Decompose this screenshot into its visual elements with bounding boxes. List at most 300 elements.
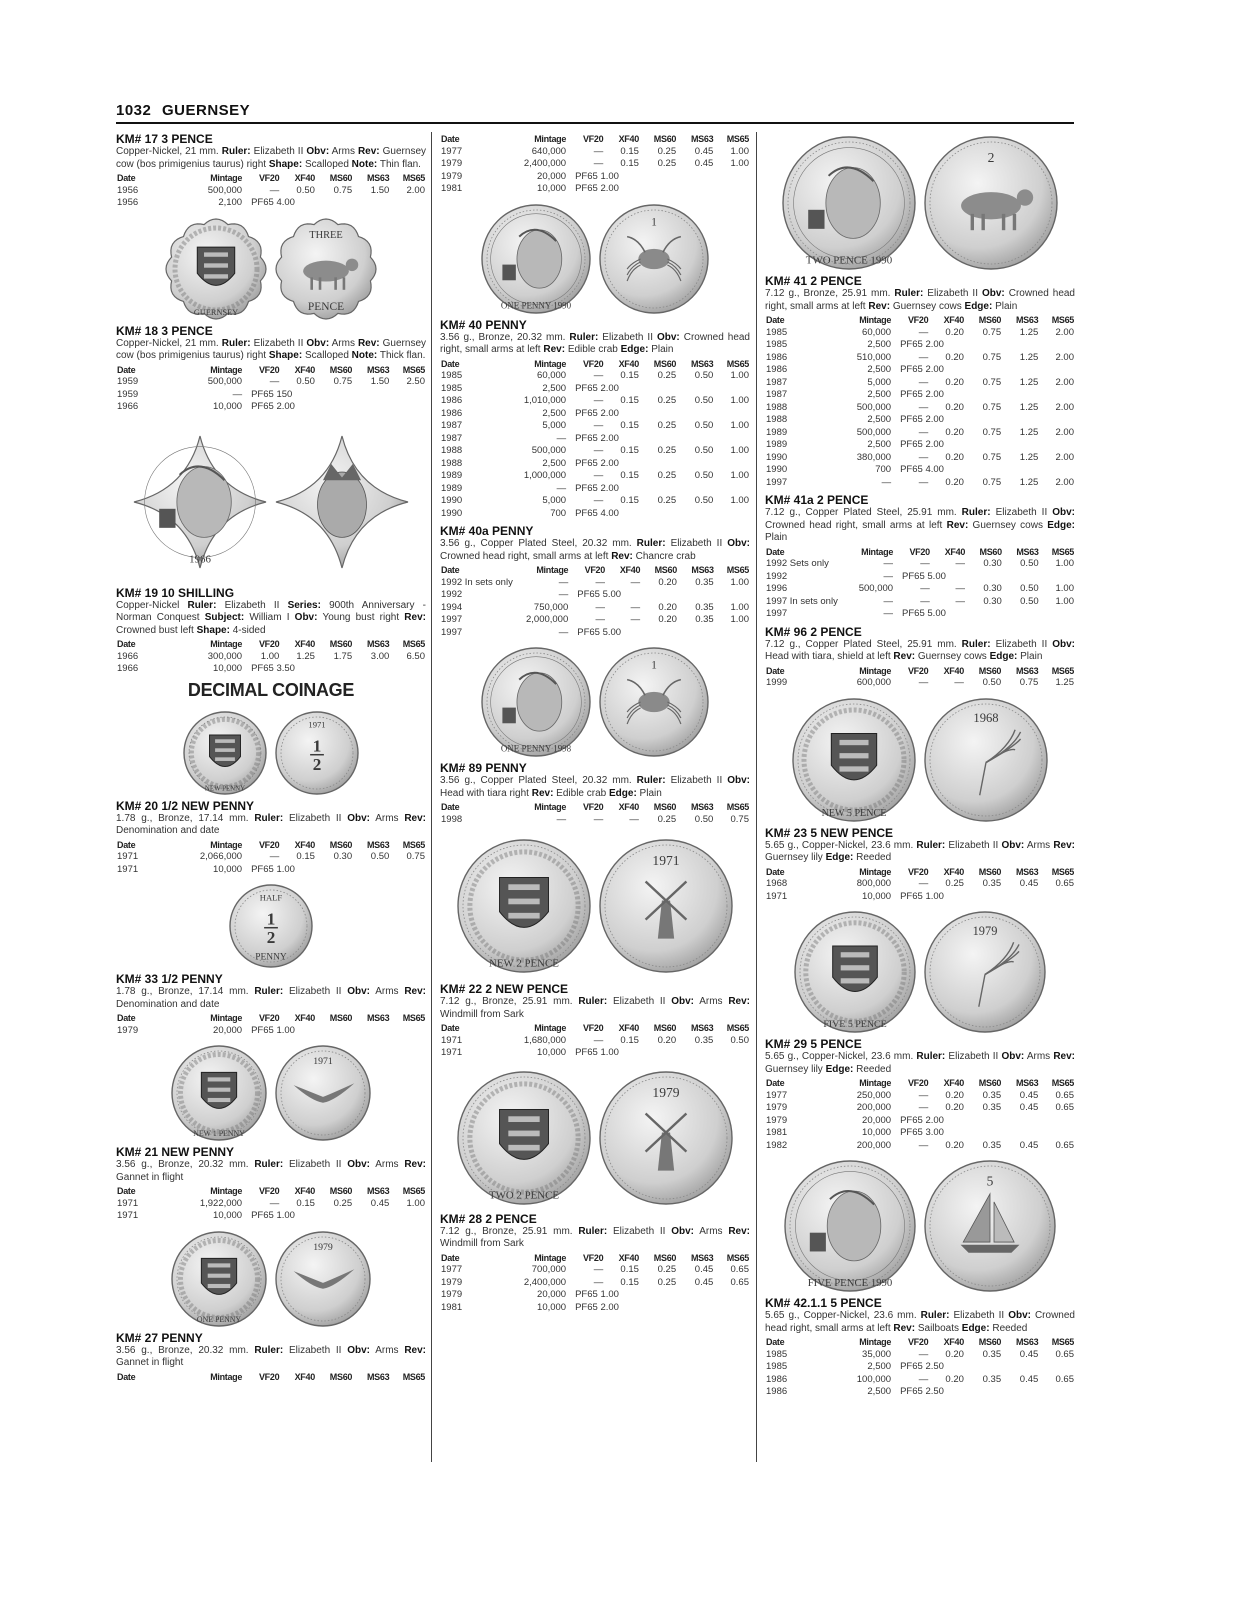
coin-images bbox=[440, 830, 750, 982]
table-row: 1959 500,000 — 0.50 0.75 1.50 2.50 bbox=[117, 376, 425, 387]
mintage-table bbox=[116, 1012, 426, 1037]
table-header: VF20 bbox=[582, 358, 604, 369]
table-row: 1989 500,000 — 0.20 0.75 1.25 2.00 bbox=[766, 426, 1074, 438]
column-3 bbox=[765, 132, 1075, 1403]
table-row: 1979 20,000 PF65 1.00 bbox=[441, 1289, 619, 1300]
column-2 bbox=[440, 132, 750, 1318]
table-header: MS63 bbox=[690, 358, 714, 369]
entry-title: KM# 23 5 NEW PENCE bbox=[765, 825, 894, 840]
entry-description: 3.56 g., Bronze, 20.32 mm. Ruler: Elizabeth II Obv: Arms Rev: Gannet in flight bbox=[116, 1159, 426, 1183]
table-row: 1971 10,000 PF65 1.00 bbox=[766, 890, 944, 902]
table-header: MS65 bbox=[726, 1252, 749, 1263]
entry-description: 7.12 g., Bronze, 25.91 mm. Ruler: Elizabeth II Obv: Arms Rev: Windmill from Sark bbox=[440, 1225, 750, 1249]
svg-text:FIVE PENCE 1990: FIVE PENCE 1990 bbox=[807, 1276, 893, 1289]
table-row: 1999 600,000 — — 0.50 0.75 1.25 bbox=[766, 677, 1074, 688]
table-header: MS65 bbox=[402, 839, 425, 850]
entry-title: KM# 18 3 PENCE bbox=[116, 323, 213, 338]
column-divider bbox=[756, 132, 757, 1462]
svg-text:5: 5 bbox=[986, 1173, 994, 1189]
coin-entry bbox=[116, 1145, 426, 1223]
mintage-table bbox=[116, 1185, 426, 1223]
coin-images bbox=[440, 200, 750, 318]
svg-text:1979: 1979 bbox=[652, 1084, 680, 1100]
table-header: Mintage bbox=[859, 665, 892, 676]
table-header: MS60 bbox=[653, 134, 677, 144]
coin-queen-square-icon bbox=[132, 434, 268, 570]
table-row: 1996 500,000 — — 0.30 0.50 1.00 bbox=[766, 583, 1074, 594]
table-header: MS65 bbox=[1051, 1337, 1074, 1347]
coin-entry bbox=[765, 274, 1075, 489]
table-header: MS60 bbox=[329, 173, 353, 183]
column-divider bbox=[431, 132, 432, 1462]
table-row: 1966 10,000 PF65 3.50 bbox=[117, 663, 295, 674]
table-header: XF40 bbox=[943, 665, 964, 676]
entry-description: Copper-Nickel, 21 mm. Ruler: Elizabeth II Obv: Arms Rev: Guernsey cow (bos primigenius taurus) right Shape: Scalloped Note: Thin flan. bbox=[116, 146, 427, 170]
coin-arms-icon bbox=[182, 710, 268, 796]
table-header: VF20 bbox=[258, 1013, 280, 1023]
table-header: XF40 bbox=[943, 1078, 964, 1088]
entry-title: KM# 28 2 PENCE bbox=[440, 1211, 537, 1226]
coin-queen-icon bbox=[783, 1159, 917, 1293]
entry-title: KM# 27 PENNY bbox=[116, 1330, 203, 1345]
table-header: MS60 bbox=[979, 546, 1002, 557]
mintage-table bbox=[765, 665, 1075, 690]
table-row: 1988 500,000 — 0.20 0.75 1.25 2.00 bbox=[766, 401, 1074, 413]
coin-crab-icon bbox=[598, 646, 710, 758]
table-header: MS65 bbox=[726, 358, 749, 369]
svg-text:NEW 2 PENCE: NEW 2 PENCE bbox=[489, 957, 559, 970]
table-header: Mintage bbox=[536, 565, 569, 575]
table-row: 1977 700,000 — 0.15 0.25 0.45 0.65 bbox=[441, 1264, 749, 1275]
table-row: 1985 2,500 PF65 2.00 bbox=[766, 339, 944, 350]
coin-arms-icon bbox=[170, 1044, 268, 1142]
svg-text:ONE PENNY: ONE PENNY bbox=[196, 1314, 242, 1324]
table-row: 1997 — — 0.20 0.75 1.25 2.00 bbox=[766, 476, 1074, 488]
table-header: Mintage bbox=[210, 639, 243, 649]
table-header: Date bbox=[766, 665, 785, 676]
table-row: 1959 — PF65 150 bbox=[117, 388, 293, 400]
coin-images bbox=[116, 880, 426, 972]
entry-title: KM# 40a PENNY bbox=[440, 524, 534, 538]
svg-text:1979: 1979 bbox=[313, 1241, 333, 1253]
table-header: MS65 bbox=[1051, 1078, 1074, 1088]
table-header: Date bbox=[117, 1013, 136, 1023]
table-header: Date bbox=[117, 1186, 136, 1196]
table-header: MS60 bbox=[978, 1337, 1002, 1347]
table-header: VF20 bbox=[907, 1078, 929, 1088]
entry-title: KM# 89 PENNY bbox=[440, 761, 527, 775]
table-row: 1986 100,000 — 0.20 0.35 0.45 0.65 bbox=[766, 1373, 1074, 1385]
table-header: Date bbox=[766, 315, 785, 325]
table-header: Mintage bbox=[859, 1078, 892, 1088]
table-header: MS63 bbox=[1015, 866, 1039, 877]
coin-entry bbox=[116, 799, 426, 877]
table-row: 1979 2,400,000 — 0.15 0.25 0.45 0.65 bbox=[441, 1276, 749, 1288]
svg-text:HALF: HALF bbox=[259, 892, 283, 903]
table-header: Date bbox=[441, 565, 460, 575]
mintage-table bbox=[440, 801, 750, 826]
table-header: MS63 bbox=[690, 802, 714, 812]
table-row: 1986 1,010,000 — 0.15 0.25 0.50 1.00 bbox=[441, 395, 749, 406]
table-header: MS65 bbox=[402, 639, 425, 649]
table-header: Date bbox=[766, 546, 785, 557]
entry-description: 3.56 g., Bronze, 20.32 mm. Ruler: Elizabeth II Obv: Crowned head right, small arms at left Rev: Edible crab Edge: Plain bbox=[440, 331, 750, 355]
table-header: XF40 bbox=[618, 1023, 639, 1033]
table-row: 1971 10,000 PF65 1.00 bbox=[117, 1210, 295, 1221]
table-header: MS65 bbox=[402, 173, 425, 183]
coin-images bbox=[116, 418, 426, 586]
table-header: Mintage bbox=[210, 173, 243, 183]
table-header: MS60 bbox=[978, 1078, 1002, 1088]
table-header: MS63 bbox=[1015, 665, 1039, 676]
coin-windmill-icon bbox=[598, 838, 734, 974]
table-row: 1971 1,680,000 — 0.15 0.20 0.35 0.50 bbox=[441, 1034, 749, 1046]
table-header: XF40 bbox=[618, 134, 639, 144]
table-header: Date bbox=[117, 1371, 136, 1382]
coin-images bbox=[116, 1041, 426, 1145]
table-row: 1985 60,000 — 0.15 0.25 0.50 1.00 bbox=[441, 370, 749, 381]
coin-gannet-icon bbox=[274, 1230, 372, 1328]
table-header: MS60 bbox=[329, 1186, 353, 1196]
table-header: MS65 bbox=[1051, 665, 1074, 676]
entry-description: 3.56 g., Copper Plated Steel, 20.32 mm. Ruler: Elizabeth II Obv: Crowned head right, small arms at left Rev: Chancre crab bbox=[440, 538, 751, 562]
table-header: Date bbox=[441, 1252, 460, 1263]
table-header: MS63 bbox=[690, 1023, 714, 1033]
table-header: Date bbox=[766, 866, 785, 877]
entry-title: KM# 21 NEW PENNY bbox=[116, 1145, 235, 1159]
coin-images bbox=[765, 907, 1075, 1037]
coin-images bbox=[116, 214, 426, 324]
table-header: Date bbox=[766, 1078, 785, 1088]
page-header bbox=[116, 96, 1074, 124]
svg-text:1979: 1979 bbox=[972, 923, 998, 938]
table-header: MS63 bbox=[366, 639, 390, 649]
table-row: 1997 2,000,000 — — 0.20 0.35 1.00 bbox=[441, 614, 749, 625]
table-row: 1988 2,500 PF65 2.00 bbox=[441, 457, 619, 469]
table-header: MS65 bbox=[1051, 315, 1074, 325]
table-header: Mintage bbox=[859, 866, 892, 877]
table-header: Mintage bbox=[534, 1023, 567, 1033]
table-row: 1966 300,000 1.00 1.25 1.75 3.00 6.50 bbox=[117, 650, 425, 662]
table-header: VF20 bbox=[258, 639, 280, 649]
coin-arms-icon bbox=[793, 910, 917, 1034]
coin-entry bbox=[765, 493, 1075, 621]
table-header: MS63 bbox=[1015, 315, 1039, 325]
coin-entry bbox=[116, 1331, 426, 1384]
coin-gannet-icon bbox=[274, 1044, 372, 1142]
coin-half-penny-icon bbox=[228, 883, 314, 969]
table-row: 1997 In sets only — — — 0.30 0.50 1.00 bbox=[766, 595, 1074, 607]
table-header: XF40 bbox=[294, 1013, 315, 1023]
table-header: Date bbox=[766, 1337, 785, 1347]
svg-text:TWO PENCE 1990: TWO PENCE 1990 bbox=[805, 254, 893, 267]
mintage-table bbox=[765, 1077, 1075, 1152]
entry-description: 7.12 g., Copper Plated Steel, 25.91 mm. Ruler: Elizabeth II Obv: Head with tiara, shield at left Rev: Guernsey cows Edge: Plain bbox=[765, 638, 1076, 662]
mintage-table bbox=[440, 564, 750, 639]
svg-text:1: 1 bbox=[651, 216, 657, 229]
coin-cow-icon bbox=[923, 135, 1059, 271]
table-row: 1987 5,000 — 0.15 0.25 0.50 1.00 bbox=[441, 420, 749, 431]
table-header: MS63 bbox=[366, 173, 390, 183]
svg-text:1: 1 bbox=[312, 735, 322, 755]
entry-description: 5.65 g., Copper-Nickel, 23.6 mm. Ruler: Elizabeth II Obv: Arms Rev: Guernsey lily Edge: Reeded bbox=[765, 1051, 1075, 1075]
svg-text:ONE PENNY 1998: ONE PENNY 1998 bbox=[500, 743, 572, 754]
table-header: Date bbox=[117, 639, 136, 649]
table-header: MS65 bbox=[726, 802, 749, 812]
coin-half-penny-icon bbox=[274, 710, 360, 796]
table-row: 1979 20,000 PF65 1.00 bbox=[117, 1024, 295, 1036]
svg-text:1: 1 bbox=[651, 659, 657, 672]
table-header: Mintage bbox=[534, 358, 567, 369]
svg-text:ONE PENNY 1990: ONE PENNY 1990 bbox=[500, 300, 572, 311]
entry-title: KM# 42.1.1 5 PENCE bbox=[765, 1296, 882, 1310]
svg-text:1966: 1966 bbox=[189, 553, 211, 566]
entry-description: 7.12 g., Copper Plated Steel, 25.91 mm. Ruler: Elizabeth II Obv: Crowned head right, small arms at left Rev: Guernsey cows Edge: Plain bbox=[765, 507, 1076, 543]
table-header: MS60 bbox=[653, 358, 677, 369]
table-header: XF40 bbox=[944, 546, 966, 557]
table-header: Mintage bbox=[534, 134, 567, 144]
mintage-table bbox=[440, 1022, 750, 1060]
coin-entry bbox=[440, 982, 750, 1060]
table-header: XF40 bbox=[294, 173, 315, 183]
svg-text:PENNY: PENNY bbox=[255, 952, 287, 963]
mintage-table bbox=[116, 364, 426, 414]
table-row: 1985 2,500 PF65 2.50 bbox=[766, 1361, 944, 1372]
table-header: MS60 bbox=[329, 1371, 353, 1382]
entry-title: KM# 22 2 NEW PENCE bbox=[440, 982, 569, 996]
coin-arms-icon bbox=[456, 838, 592, 974]
coin-entry bbox=[440, 318, 750, 521]
table-row: 1979 2,400,000 — 0.15 0.25 0.45 1.00 bbox=[441, 158, 749, 169]
table-header: MS65 bbox=[1051, 866, 1074, 877]
table-row: 1990 5,000 — 0.15 0.25 0.50 1.00 bbox=[441, 495, 749, 506]
coin-arms-icon bbox=[456, 1070, 592, 1206]
coin-arms-icon bbox=[791, 697, 917, 823]
table-header: VF20 bbox=[258, 839, 280, 850]
table-row: 1979 200,000 — 0.20 0.35 0.45 0.65 bbox=[766, 1102, 1074, 1113]
mintage-table bbox=[765, 866, 1075, 904]
table-header: MS63 bbox=[366, 1186, 390, 1196]
table-header: VF20 bbox=[582, 802, 604, 812]
table-header: Mintage bbox=[210, 1013, 243, 1023]
table-header: XF40 bbox=[294, 839, 315, 850]
table-header: Date bbox=[441, 134, 460, 144]
table-header: XF40 bbox=[943, 866, 964, 877]
entry-description: 1.78 g., Bronze, 17.14 mm. Ruler: Elizabeth II Obv: Arms Rev: Denomination and date bbox=[116, 986, 426, 1010]
entry-description: 3.56 g., Copper Plated Steel, 20.32 mm. Ruler: Elizabeth II Obv: Head with tiara right Rev: Edible crab Edge: Plain bbox=[440, 775, 751, 799]
svg-text:THREE: THREE bbox=[309, 229, 343, 241]
table-header: MS63 bbox=[366, 1371, 390, 1382]
coin-entry bbox=[116, 132, 426, 210]
entry-description: 7.12 g., Bronze, 25.91 mm. Ruler: Elizabeth II Obv: Crowned head right, small arms at left Rev: Guernsey cows Edge: Plain bbox=[765, 288, 1075, 312]
coin-queen-icon bbox=[480, 646, 592, 758]
table-row: 1992 In sets only — — — 0.20 0.35 1.00 bbox=[441, 576, 749, 588]
table-header: MS63 bbox=[366, 839, 390, 850]
table-header: VF20 bbox=[258, 173, 280, 183]
svg-text:2: 2 bbox=[312, 754, 322, 774]
entry-description: Copper-Nickel Ruler: Elizabeth II Series: 900th Anniversary - Norman Conquest Subject: William I Obv: Young bust right Rev: Crowned bust left Shape: 4-sided bbox=[116, 599, 426, 636]
entry-title: KM# 19 10 SHILLING bbox=[116, 585, 235, 600]
table-row: 1956 2,100 PF65 4.00 bbox=[117, 197, 295, 208]
table-header: MS63 bbox=[691, 565, 714, 575]
coin-entry bbox=[116, 972, 426, 1037]
table-header: MS60 bbox=[329, 639, 353, 649]
table-row: 1986 2,500 PF65 2.50 bbox=[766, 1386, 944, 1397]
country-title: GUERNSEY bbox=[162, 102, 251, 119]
table-header: MS63 bbox=[1015, 1337, 1039, 1347]
table-row: 1987 5,000 — 0.20 0.75 1.25 2.00 bbox=[766, 376, 1074, 388]
mintage-table bbox=[765, 1336, 1075, 1399]
table-row: 1988 500,000 — 0.15 0.25 0.50 1.00 bbox=[441, 445, 749, 456]
svg-text:PENCE: PENCE bbox=[307, 300, 345, 313]
svg-text:2: 2 bbox=[266, 928, 276, 948]
entry-title: KM# 41a 2 PENCE bbox=[765, 493, 869, 507]
table-header: Mintage bbox=[210, 839, 243, 850]
coin-images bbox=[440, 1064, 750, 1212]
coin-arms-icon bbox=[170, 1230, 268, 1328]
svg-text:1: 1 bbox=[266, 909, 276, 929]
entry-title: KM# 33 1/2 PENNY bbox=[116, 972, 223, 986]
table-header: MS63 bbox=[1016, 546, 1039, 557]
table-row: 1992 — PF65 5.00 bbox=[766, 570, 946, 582]
table-header: MS60 bbox=[978, 665, 1002, 676]
entry-title: KM# 17 3 PENCE bbox=[116, 132, 213, 146]
table-header: MS63 bbox=[690, 134, 714, 144]
coin-crab-icon bbox=[598, 203, 710, 315]
table-row: 1988 2,500 PF65 2.00 bbox=[766, 414, 944, 425]
table-row: 1981 10,000 PF65 3.00 bbox=[766, 1127, 944, 1138]
svg-text:NEW 1 PENNY: NEW 1 PENNY bbox=[193, 1129, 245, 1139]
entry-title: KM# 20 1/2 NEW PENNY bbox=[116, 798, 255, 813]
table-header: VF20 bbox=[907, 1337, 929, 1347]
coin-entry bbox=[765, 625, 1075, 690]
table-row: 1987 — PF65 2.00 bbox=[441, 432, 619, 444]
coin-entry bbox=[765, 826, 1075, 904]
table-row: 1971 10,000 PF65 1.00 bbox=[441, 1047, 619, 1058]
table-header: VF20 bbox=[907, 665, 929, 676]
coin-entry bbox=[440, 524, 750, 639]
table-row: 1977 250,000 — 0.20 0.35 0.45 0.65 bbox=[766, 1089, 1074, 1101]
table-row: 1981 10,000 PF65 2.00 bbox=[441, 1301, 619, 1313]
svg-text:2: 2 bbox=[987, 150, 995, 166]
coin-windmill-icon bbox=[598, 1070, 734, 1206]
svg-text:1968: 1968 bbox=[973, 710, 999, 725]
table-header: VF20 bbox=[582, 1252, 604, 1263]
table-header: XF40 bbox=[619, 565, 641, 575]
table-header: VF20 bbox=[907, 866, 929, 877]
coin-entry bbox=[765, 1037, 1075, 1152]
table-row: 1990 700 PF65 4.00 bbox=[766, 464, 944, 475]
table-header: MS65 bbox=[402, 1013, 425, 1023]
coin-lily-icon bbox=[923, 910, 1047, 1034]
table-row: 1992 — PF65 5.00 bbox=[441, 589, 622, 600]
table-row: 1956 500,000 — 0.50 0.75 1.50 2.00 bbox=[117, 184, 425, 196]
table-header: MS60 bbox=[653, 1023, 677, 1033]
coin-images bbox=[116, 707, 426, 799]
table-row: 1998 — — — 0.25 0.50 0.75 bbox=[441, 813, 749, 825]
coin-images bbox=[440, 643, 750, 761]
entry-description: Copper-Nickel, 21 mm. Ruler: Elizabeth II Obv: Arms Rev: Guernsey cow (bos primigenius taurus) right Shape: Scalloped Note: Thick flan. bbox=[116, 337, 427, 361]
mintage-table bbox=[765, 314, 1075, 489]
table-row: 1997 — PF65 5.00 bbox=[766, 608, 946, 619]
table-row: 1971 1,922,000 — 0.15 0.25 0.45 1.00 bbox=[117, 1197, 425, 1209]
mintage-table bbox=[116, 638, 426, 676]
mintage-table bbox=[440, 358, 750, 521]
table-header: MS65 bbox=[1051, 546, 1074, 557]
coin-cow-scalloped-icon bbox=[274, 217, 378, 321]
table-header: XF40 bbox=[618, 358, 639, 369]
table-header: Date bbox=[117, 173, 136, 183]
table-header: VF20 bbox=[582, 1023, 604, 1033]
entry-description: 7.12 g., Bronze, 25.91 mm. Ruler: Elizabeth II Obv: Arms Rev: Windmill from Sark bbox=[440, 996, 750, 1020]
mintage-table bbox=[116, 839, 426, 877]
table-row: 1982 200,000 — 0.20 0.35 0.45 0.65 bbox=[766, 1139, 1074, 1151]
table-header: MS60 bbox=[654, 565, 677, 575]
table-row: 1989 — PF65 2.00 bbox=[441, 482, 619, 494]
entry-description: 5.65 g., Copper-Nickel, 23.6 mm. Ruler: Elizabeth II Obv: Arms Rev: Guernsey lily Edge: Reeded bbox=[765, 839, 1075, 863]
coin-entry bbox=[440, 761, 750, 826]
table-row: 1971 10,000 PF65 1.00 bbox=[117, 863, 295, 875]
table-header: VF20 bbox=[258, 1371, 280, 1382]
entry-description: 5.65 g., Copper-Nickel, 23.6 mm. Ruler: Elizabeth II Obv: Crowned head right, small arms at left Rev: Sailboats Edge: Reeded bbox=[765, 1310, 1075, 1334]
mintage-table bbox=[440, 1252, 750, 1315]
mintage-table bbox=[116, 1371, 426, 1384]
table-header: Mintage bbox=[859, 1337, 892, 1347]
table-header: MS65 bbox=[726, 134, 749, 144]
table-header: MS63 bbox=[366, 364, 390, 375]
mintage-table bbox=[765, 546, 1075, 621]
coin-entry bbox=[765, 1296, 1075, 1399]
table-row: 1986 2,500 PF65 2.00 bbox=[766, 364, 944, 375]
table-header: VF20 bbox=[584, 565, 605, 575]
table-header: MS60 bbox=[978, 315, 1002, 325]
entry-title: KM# 29 5 PENCE bbox=[765, 1037, 862, 1051]
svg-text:FIVE 5 PENCE: FIVE 5 PENCE bbox=[823, 1019, 887, 1031]
table-header: XF40 bbox=[294, 1371, 315, 1382]
table-header: MS60 bbox=[653, 1252, 677, 1263]
table-row: 1985 35,000 — 0.20 0.35 0.45 0.65 bbox=[766, 1348, 1074, 1360]
table-header: MS65 bbox=[726, 565, 749, 575]
coin-queen-icon bbox=[480, 203, 592, 315]
coin-arms-scalloped-icon bbox=[164, 217, 268, 321]
entry-title: KM# 40 PENNY bbox=[440, 317, 527, 332]
table-header: Date bbox=[441, 1023, 460, 1033]
table-header: VF20 bbox=[909, 546, 930, 557]
coin-sailboat-icon bbox=[923, 1159, 1057, 1293]
coin-images bbox=[765, 694, 1075, 826]
entry-description: 3.56 g., Bronze, 20.32 mm. Ruler: Elizabeth II Obv: Arms Rev: Gannet in flight bbox=[116, 1344, 426, 1368]
table-header: MS65 bbox=[402, 1371, 425, 1382]
table-row: 1986 510,000 — 0.20 0.75 1.25 2.00 bbox=[766, 351, 1074, 363]
table-header: Date bbox=[441, 802, 460, 812]
table-header: XF40 bbox=[943, 1337, 964, 1347]
coin-william-square-icon bbox=[274, 434, 410, 570]
svg-text:NEW 5 PENCE: NEW 5 PENCE bbox=[821, 807, 887, 819]
table-row: 1979 20,000 PF65 2.00 bbox=[766, 1114, 944, 1126]
table-header: MS63 bbox=[366, 1013, 390, 1023]
coin-queen-icon bbox=[781, 135, 917, 271]
entry-title: KM# 41 2 PENCE bbox=[765, 274, 862, 288]
table-header: Date bbox=[117, 364, 136, 375]
table-row: 1971 2,066,000 — 0.15 0.30 0.50 0.75 bbox=[117, 851, 425, 862]
table-header: VF20 bbox=[907, 315, 929, 325]
section-heading: DECIMAL COINAGE bbox=[187, 679, 355, 700]
table-row: 1997 — PF65 5.00 bbox=[441, 626, 622, 638]
table-row: 1985 60,000 — 0.20 0.75 1.25 2.00 bbox=[766, 326, 1074, 338]
page-number: 1032 bbox=[116, 102, 152, 119]
table-header: MS65 bbox=[726, 1023, 749, 1033]
table-header: MS60 bbox=[329, 1013, 353, 1023]
